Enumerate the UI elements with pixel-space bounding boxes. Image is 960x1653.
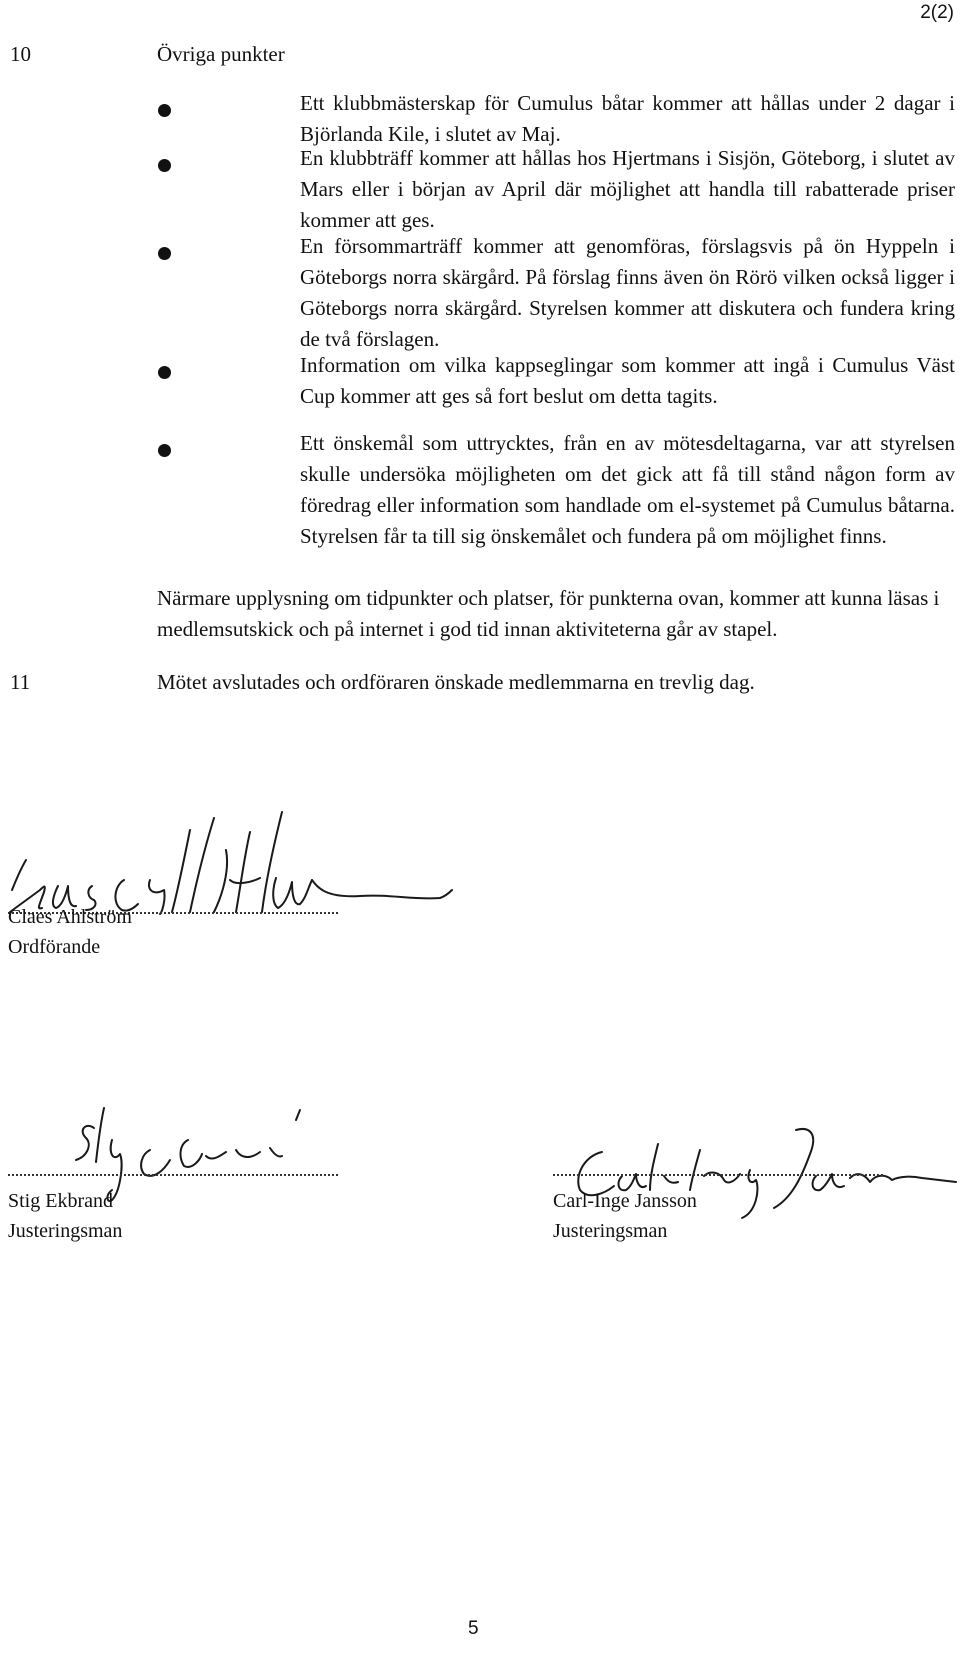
signer-role: Ordförande xyxy=(8,936,101,958)
bullet-marker xyxy=(158,159,171,172)
bullet-item-1: Ett klubbmästerskap för Cumulus båtar kommer att hållas under 2 dagar i Björlanda Kile, i slutet av Maj. xyxy=(300,91,955,146)
signature-block-chair xyxy=(8,902,132,962)
signature-block-adjuster-1 xyxy=(8,1186,122,1246)
closing-paragraph: Närmare upplysning om tidpunkter och platser, för punkterna ovan, kommer att kunna läsas i medlemsutskick och på internet i god tid innan aktiviteterna går av stapel. xyxy=(157,586,940,641)
section-11-text: Mötet avslutades och ordföraren önskade medlemmarna en trevlig dag. xyxy=(157,670,755,694)
section-10-title: Övriga punkter xyxy=(157,42,285,66)
signer-name: Claes Ahlström xyxy=(8,906,132,928)
signature-block-adjuster-2 xyxy=(553,1186,697,1246)
page-number: 5 xyxy=(468,1618,479,1639)
signer-name: Carl-Inge Jansson xyxy=(553,1190,697,1212)
bullet-marker xyxy=(158,247,171,260)
section-11-number: 11 xyxy=(10,670,31,694)
bullet-item-4: Information om vilka kappseglingar som kommer att ingå i Cumulus Väst Cup kommer att ges så fort beslut om detta tagits. xyxy=(300,353,955,408)
bullet-marker xyxy=(158,444,171,457)
bullet-item-2: En klubbträff kommer att hållas hos Hjertmans i Sisjön, Göteborg, i slutet av Mars eller i början av April där möjlighet att handla till rabatterade priser kommer att ges. xyxy=(300,146,955,232)
bullet-marker xyxy=(158,104,171,117)
bullet-item-5: Ett önskemål som uttrycktes, från en av mötesdeltagarna, var att styrelsen skulle undersöka möjligheten om det gick att få till stånd någon form av föredrag eller information som handlade om el-systemet på Cumulus båtarna. Styrelsen får ta till sig önskemålet och fundera på om möjlighet finns. xyxy=(300,431,955,548)
bullet-item-3: En försommarträff kommer att genomföras, förslagsvis på ön Hyppeln i Göteborgs norra skärgård. På förslag finns även ön Rörö vilken också ligger i Göteborgs norra skärgård. Styrelsen kommer att diskutera och fundera kring de två förslagen. xyxy=(300,234,955,351)
bullet-marker xyxy=(158,366,171,379)
signer-name: Stig Ekbrand xyxy=(8,1190,113,1212)
page-label: 2(2) xyxy=(920,2,954,23)
signer-role: Justeringsman xyxy=(553,1220,668,1242)
section-10-number: 10 xyxy=(10,42,31,66)
signature-line-adjuster-1 xyxy=(8,1174,338,1176)
signer-role: Justeringsman xyxy=(8,1220,123,1242)
signature-line-adjuster-2 xyxy=(553,1174,883,1176)
